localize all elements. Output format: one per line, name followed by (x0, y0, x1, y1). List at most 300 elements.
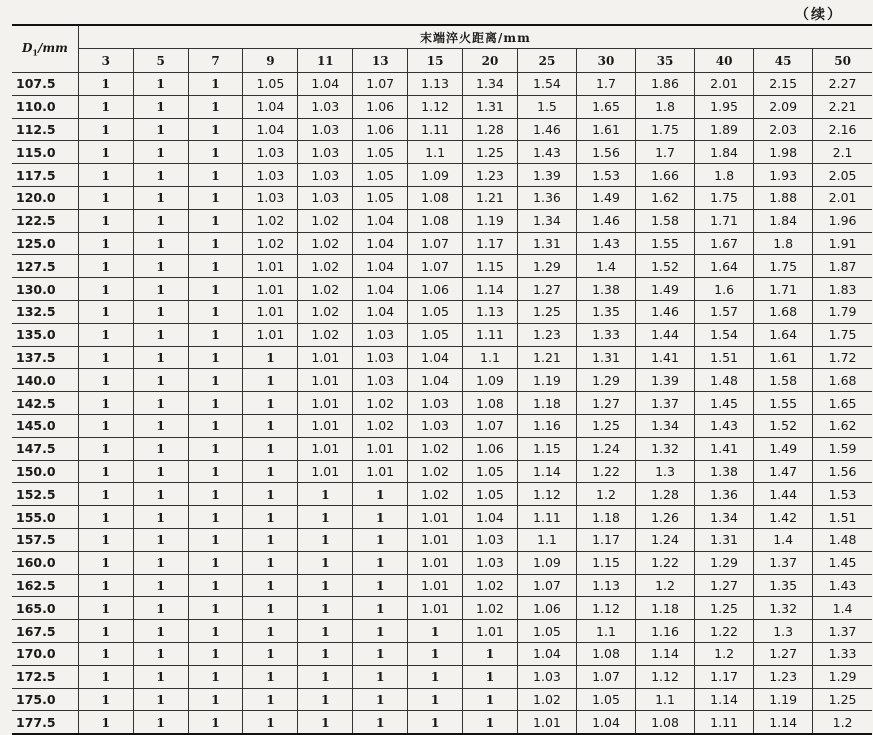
factor-cell: 1.48 (695, 369, 754, 392)
factor-cell: 1.36 (517, 186, 576, 209)
factor-cell: 1.07 (353, 73, 408, 96)
factor-cell: 1 (78, 688, 133, 711)
factor-cell: 1.95 (695, 95, 754, 118)
table-row (12, 642, 872, 665)
factor-cell: 1.2 (695, 642, 754, 665)
factor-cell: 1.98 (754, 141, 813, 164)
factor-cell: 1 (243, 460, 298, 483)
factor-cell: 1 (188, 369, 243, 392)
d1-value-cell: 117.5 (12, 164, 78, 187)
factor-cell: 1 (78, 597, 133, 620)
factor-cell: 1.71 (695, 209, 754, 232)
factor-cell: 1.05 (353, 164, 408, 187)
factor-cell: 1.91 (813, 232, 872, 255)
factor-cell: 1 (78, 255, 133, 278)
factor-cell: 1.05 (353, 186, 408, 209)
factor-cell: 1 (243, 711, 298, 734)
factor-cell: 1.1 (636, 688, 695, 711)
distance-header: 11 (298, 49, 353, 73)
factor-cell: 1 (298, 528, 353, 551)
factor-cell: 1.06 (463, 437, 518, 460)
factor-cell: 1 (353, 711, 408, 734)
factor-cell: 1.65 (576, 95, 635, 118)
continued-label: （续） (795, 7, 843, 23)
factor-cell: 1.72 (813, 346, 872, 369)
table-row (12, 141, 872, 164)
factor-cell: 1.1 (408, 141, 463, 164)
factor-cell: 1.71 (754, 278, 813, 301)
factor-cell: 1 (188, 95, 243, 118)
factor-cell: 1.08 (408, 209, 463, 232)
d1-value-cell: 115.0 (12, 141, 78, 164)
factor-cell: 1 (78, 186, 133, 209)
factor-cell: 1 (188, 574, 243, 597)
factor-cell: 1.19 (517, 369, 576, 392)
factor-cell: 1 (463, 688, 518, 711)
table-row (12, 574, 872, 597)
d1-value-cell: 177.5 (12, 711, 78, 734)
table-row (12, 346, 872, 369)
factor-cell: 1.07 (408, 232, 463, 255)
factor-cell: 1 (463, 665, 518, 688)
factor-cell: 1.43 (576, 232, 635, 255)
factor-cell: 1.14 (754, 711, 813, 734)
factor-cell: 1 (463, 642, 518, 665)
factor-cell: 1 (78, 164, 133, 187)
factor-cell: 1.25 (695, 597, 754, 620)
factor-cell: 1.8 (695, 164, 754, 187)
factor-cell: 1 (188, 255, 243, 278)
factor-cell: 1 (133, 278, 188, 301)
table-row (12, 300, 872, 323)
table-row (12, 437, 872, 460)
factor-cell: 1.01 (463, 620, 518, 643)
factor-cell: 1.68 (754, 300, 813, 323)
factor-cell: 1 (298, 688, 353, 711)
factor-cell: 1.6 (695, 278, 754, 301)
factor-cell: 1.03 (463, 551, 518, 574)
factor-cell: 1 (188, 483, 243, 506)
factor-cell: 1 (188, 73, 243, 96)
factor-cell: 1.52 (754, 414, 813, 437)
factor-cell: 1 (243, 414, 298, 437)
factor-cell: 1.38 (695, 460, 754, 483)
factor-cell: 1.37 (636, 392, 695, 415)
factor-cell: 1.04 (353, 278, 408, 301)
factor-cell: 1 (298, 551, 353, 574)
factor-cell: 1.96 (813, 209, 872, 232)
factor-cell: 1.47 (754, 460, 813, 483)
factor-cell: 1.43 (695, 414, 754, 437)
factor-cell: 1 (408, 620, 463, 643)
factor-cell: 1.05 (576, 688, 635, 711)
header-row-distances (12, 49, 872, 73)
factor-cell: 1 (188, 506, 243, 529)
factor-cell: 1.01 (408, 551, 463, 574)
factor-cell: 1.05 (353, 141, 408, 164)
factor-cell: 1 (243, 574, 298, 597)
factor-cell: 1.89 (695, 118, 754, 141)
factor-cell: 1.16 (517, 414, 576, 437)
factor-cell: 1.22 (695, 620, 754, 643)
factor-cell: 1 (188, 232, 243, 255)
factor-cell: 1 (78, 209, 133, 232)
factor-cell: 1.04 (353, 232, 408, 255)
d1-value-cell: 175.0 (12, 688, 78, 711)
d1-value-cell: 155.0 (12, 506, 78, 529)
factor-cell: 1 (188, 346, 243, 369)
factor-cell: 1.08 (576, 642, 635, 665)
factor-cell: 1 (353, 620, 408, 643)
factor-cell: 1.04 (408, 369, 463, 392)
factor-cell: 1.29 (695, 551, 754, 574)
factor-cell: 1 (133, 620, 188, 643)
factor-cell: 1.8 (636, 95, 695, 118)
factor-cell: 1.03 (463, 528, 518, 551)
factor-cell: 1 (188, 551, 243, 574)
factor-cell: 1 (133, 186, 188, 209)
factor-cell: 1 (78, 483, 133, 506)
d1-value-cell: 172.5 (12, 665, 78, 688)
factor-cell: 1.41 (636, 346, 695, 369)
factor-cell: 1 (78, 528, 133, 551)
factor-cell: 1.37 (813, 620, 872, 643)
factor-cell: 1 (353, 574, 408, 597)
factor-cell: 1.55 (754, 392, 813, 415)
table-row (12, 528, 872, 551)
factor-cell: 1.01 (408, 528, 463, 551)
factor-cell: 1.1 (576, 620, 635, 643)
factor-cell: 1.39 (517, 164, 576, 187)
factor-cell: 1.08 (636, 711, 695, 734)
factor-cell: 1.06 (353, 95, 408, 118)
factor-cell: 1.54 (517, 73, 576, 96)
factor-cell: 1.07 (576, 665, 635, 688)
d1-value-cell: 137.5 (12, 346, 78, 369)
table-row (12, 620, 872, 643)
factor-cell: 1.13 (463, 300, 518, 323)
factor-cell: 1.03 (353, 369, 408, 392)
factor-cell: 1 (78, 73, 133, 96)
factor-cell: 1 (188, 528, 243, 551)
factor-cell: 1.46 (576, 209, 635, 232)
factor-cell: 1.5 (517, 95, 576, 118)
factor-cell: 1.26 (636, 506, 695, 529)
d1-value-cell: 157.5 (12, 528, 78, 551)
factor-cell: 1 (408, 688, 463, 711)
table-row (12, 597, 872, 620)
factor-cell: 1 (243, 369, 298, 392)
factor-cell: 1 (78, 369, 133, 392)
factor-cell: 1 (78, 665, 133, 688)
factor-cell: 1.03 (517, 665, 576, 688)
factor-cell: 1.45 (695, 392, 754, 415)
distance-header: 45 (754, 49, 813, 73)
factor-cell: 1 (298, 483, 353, 506)
distance-header: 15 (408, 49, 463, 73)
factor-cell: 1 (133, 574, 188, 597)
d1-value-cell: 107.5 (12, 73, 78, 96)
factor-cell: 1.24 (576, 437, 635, 460)
factor-cell: 1.25 (517, 300, 576, 323)
factor-cell: 1.23 (463, 164, 518, 187)
factor-cell: 1 (188, 186, 243, 209)
factor-cell: 1.48 (813, 528, 872, 551)
factor-cell: 1.32 (754, 597, 813, 620)
factor-cell: 1 (243, 346, 298, 369)
factor-cell: 1 (408, 711, 463, 734)
header-row-group (12, 25, 872, 49)
factor-cell: 1.22 (576, 460, 635, 483)
table-row (12, 73, 872, 96)
table-body (12, 73, 872, 735)
factor-cell: 1.49 (576, 186, 635, 209)
factor-cell: 1.01 (408, 506, 463, 529)
factor-cell: 1 (133, 300, 188, 323)
factor-cell: 1.7 (576, 73, 635, 96)
d1-value-cell: 112.5 (12, 118, 78, 141)
factor-cell: 1 (353, 551, 408, 574)
factor-cell: 1.07 (463, 414, 518, 437)
factor-cell: 1.04 (463, 506, 518, 529)
factor-cell: 1.02 (408, 460, 463, 483)
factor-cell: 2.01 (813, 186, 872, 209)
factor-cell: 1.1 (463, 346, 518, 369)
factor-cell: 1.18 (517, 392, 576, 415)
factor-cell: 1.11 (695, 711, 754, 734)
factor-cell: 1 (188, 688, 243, 711)
table-row (12, 711, 872, 734)
factor-cell: 1.04 (353, 255, 408, 278)
factor-cell: 1.46 (636, 300, 695, 323)
d1-value-cell: 130.0 (12, 278, 78, 301)
factor-cell: 1.61 (576, 118, 635, 141)
factor-cell: 1.14 (517, 460, 576, 483)
factor-cell: 1.75 (754, 255, 813, 278)
factor-cell: 2.15 (754, 73, 813, 96)
factor-cell: 1.54 (695, 323, 754, 346)
factor-cell: 1 (188, 300, 243, 323)
factor-cell: 1.02 (353, 392, 408, 415)
table-row (12, 118, 872, 141)
factor-cell: 1.11 (463, 323, 518, 346)
d1-value-cell: 152.5 (12, 483, 78, 506)
factor-cell: 1 (353, 597, 408, 620)
distance-header: 7 (188, 49, 243, 73)
factor-cell: 1 (133, 232, 188, 255)
factor-cell: 1 (353, 506, 408, 529)
table-row (12, 483, 872, 506)
factor-cell: 1.19 (754, 688, 813, 711)
factor-cell: 1 (353, 642, 408, 665)
factor-cell: 1.12 (576, 597, 635, 620)
distance-header: 13 (353, 49, 408, 73)
factor-cell: 1.75 (636, 118, 695, 141)
factor-cell: 1.04 (408, 346, 463, 369)
factor-cell: 1 (188, 665, 243, 688)
factor-cell: 1.04 (576, 711, 635, 734)
factor-cell: 1.16 (636, 620, 695, 643)
factor-cell: 1.01 (298, 437, 353, 460)
factor-cell: 1 (133, 95, 188, 118)
factor-cell: 1.29 (813, 665, 872, 688)
factor-cell: 1.02 (517, 688, 576, 711)
factor-cell: 1 (243, 506, 298, 529)
factor-cell: 1.12 (408, 95, 463, 118)
factor-cell: 1.14 (695, 688, 754, 711)
factor-cell: 1.23 (517, 323, 576, 346)
d1-value-cell: 132.5 (12, 300, 78, 323)
factor-cell: 1.02 (353, 414, 408, 437)
factor-cell: 1 (133, 141, 188, 164)
factor-cell: 1 (133, 118, 188, 141)
factor-cell: 1 (188, 278, 243, 301)
distance-header: 9 (243, 49, 298, 73)
factor-cell: 1 (243, 392, 298, 415)
factor-cell: 1.02 (408, 483, 463, 506)
factor-cell: 1.21 (463, 186, 518, 209)
factor-cell: 1.58 (754, 369, 813, 392)
factor-cell: 1.04 (298, 73, 353, 96)
factor-cell: 1.22 (636, 551, 695, 574)
factor-cell: 1.3 (636, 460, 695, 483)
factor-cell: 1.21 (517, 346, 576, 369)
factor-cell: 1.04 (243, 118, 298, 141)
factor-cell: 1 (243, 528, 298, 551)
factor-cell: 1.05 (463, 460, 518, 483)
factor-cell: 1.39 (636, 369, 695, 392)
factor-cell: 1 (298, 574, 353, 597)
d1-value-cell: 147.5 (12, 437, 78, 460)
factor-cell: 1 (133, 642, 188, 665)
factor-cell: 1.61 (754, 346, 813, 369)
factor-cell: 1.46 (517, 118, 576, 141)
factor-cell: 1.02 (298, 300, 353, 323)
factor-cell: 1 (188, 209, 243, 232)
factor-cell: 1 (78, 278, 133, 301)
factor-cell: 1 (78, 506, 133, 529)
factor-cell: 1.06 (353, 118, 408, 141)
factor-cell: 1.23 (754, 665, 813, 688)
factor-cell: 1.02 (298, 209, 353, 232)
factor-cell: 1.03 (243, 141, 298, 164)
factor-cell: 1.28 (463, 118, 518, 141)
factor-cell: 1 (188, 597, 243, 620)
factor-cell: 1.51 (695, 346, 754, 369)
factor-cell: 1.27 (517, 278, 576, 301)
factor-cell: 1 (78, 300, 133, 323)
factor-cell: 1.87 (813, 255, 872, 278)
factor-cell: 1.01 (298, 392, 353, 415)
factor-cell: 1.34 (695, 506, 754, 529)
factor-cell: 1 (298, 597, 353, 620)
factor-cell: 1.01 (353, 460, 408, 483)
factor-cell: 1 (133, 711, 188, 734)
factor-cell: 1.15 (576, 551, 635, 574)
factor-cell: 1.7 (636, 141, 695, 164)
factor-cell: 1.93 (754, 164, 813, 187)
distance-header: 40 (695, 49, 754, 73)
factor-cell: 1 (188, 392, 243, 415)
factor-cell: 1.51 (813, 506, 872, 529)
factor-cell: 1.05 (408, 300, 463, 323)
factor-cell: 1 (243, 642, 298, 665)
distance-header: 20 (463, 49, 518, 73)
factor-cell: 1.05 (463, 483, 518, 506)
factor-cell: 1.44 (754, 483, 813, 506)
factor-cell: 1.32 (636, 437, 695, 460)
factor-cell: 1.75 (695, 186, 754, 209)
d1-value-cell: 170.0 (12, 642, 78, 665)
table-row (12, 95, 872, 118)
factor-cell: 1.01 (298, 460, 353, 483)
factor-cell: 2.21 (813, 95, 872, 118)
factor-cell: 1 (188, 460, 243, 483)
factor-cell: 1.56 (576, 141, 635, 164)
table-row (12, 369, 872, 392)
factor-cell: 1.01 (298, 369, 353, 392)
factor-cell: 1.03 (298, 186, 353, 209)
table-row (12, 209, 872, 232)
d1-value-cell: 127.5 (12, 255, 78, 278)
factor-cell: 1.55 (636, 232, 695, 255)
factor-cell: 1.05 (517, 620, 576, 643)
factor-cell: 1.43 (517, 141, 576, 164)
factor-cell: 1.34 (517, 209, 576, 232)
factor-cell: 1.06 (408, 278, 463, 301)
factor-cell: 1 (188, 414, 243, 437)
factor-cell: 1.31 (517, 232, 576, 255)
factor-cell: 1.14 (636, 642, 695, 665)
factor-cell: 1.02 (298, 323, 353, 346)
factor-cell: 1.1 (517, 528, 576, 551)
factor-cell: 1.31 (463, 95, 518, 118)
hardenability-factor-table (12, 24, 872, 735)
factor-cell: 1.03 (243, 186, 298, 209)
factor-cell: 1 (78, 460, 133, 483)
factor-cell: 1 (78, 414, 133, 437)
factor-cell: 1 (133, 551, 188, 574)
d1-value-cell: 110.0 (12, 95, 78, 118)
d1-value-cell: 150.0 (12, 460, 78, 483)
factor-cell: 1.4 (576, 255, 635, 278)
factor-cell: 1.66 (636, 164, 695, 187)
factor-cell: 1.13 (408, 73, 463, 96)
factor-cell: 1.28 (636, 483, 695, 506)
factor-cell: 1.2 (576, 483, 635, 506)
table-row (12, 278, 872, 301)
factor-cell: 2.09 (754, 95, 813, 118)
factor-cell: 1.84 (754, 209, 813, 232)
table-header (12, 25, 872, 73)
factor-cell: 1.53 (576, 164, 635, 187)
factor-cell: 1.04 (243, 95, 298, 118)
factor-cell: 1.11 (517, 506, 576, 529)
factor-cell: 1.25 (576, 414, 635, 437)
factor-cell: 1.4 (813, 597, 872, 620)
factor-cell: 1.2 (813, 711, 872, 734)
factor-cell: 1.12 (517, 483, 576, 506)
factor-cell: 1 (353, 528, 408, 551)
factor-cell: 1.17 (576, 528, 635, 551)
factor-cell: 2.03 (754, 118, 813, 141)
factor-cell: 1.27 (695, 574, 754, 597)
factor-cell: 1 (133, 209, 188, 232)
table-row (12, 414, 872, 437)
factor-cell: 1.67 (695, 232, 754, 255)
hardenability-table-container (12, 24, 872, 735)
factor-cell: 1.03 (298, 141, 353, 164)
